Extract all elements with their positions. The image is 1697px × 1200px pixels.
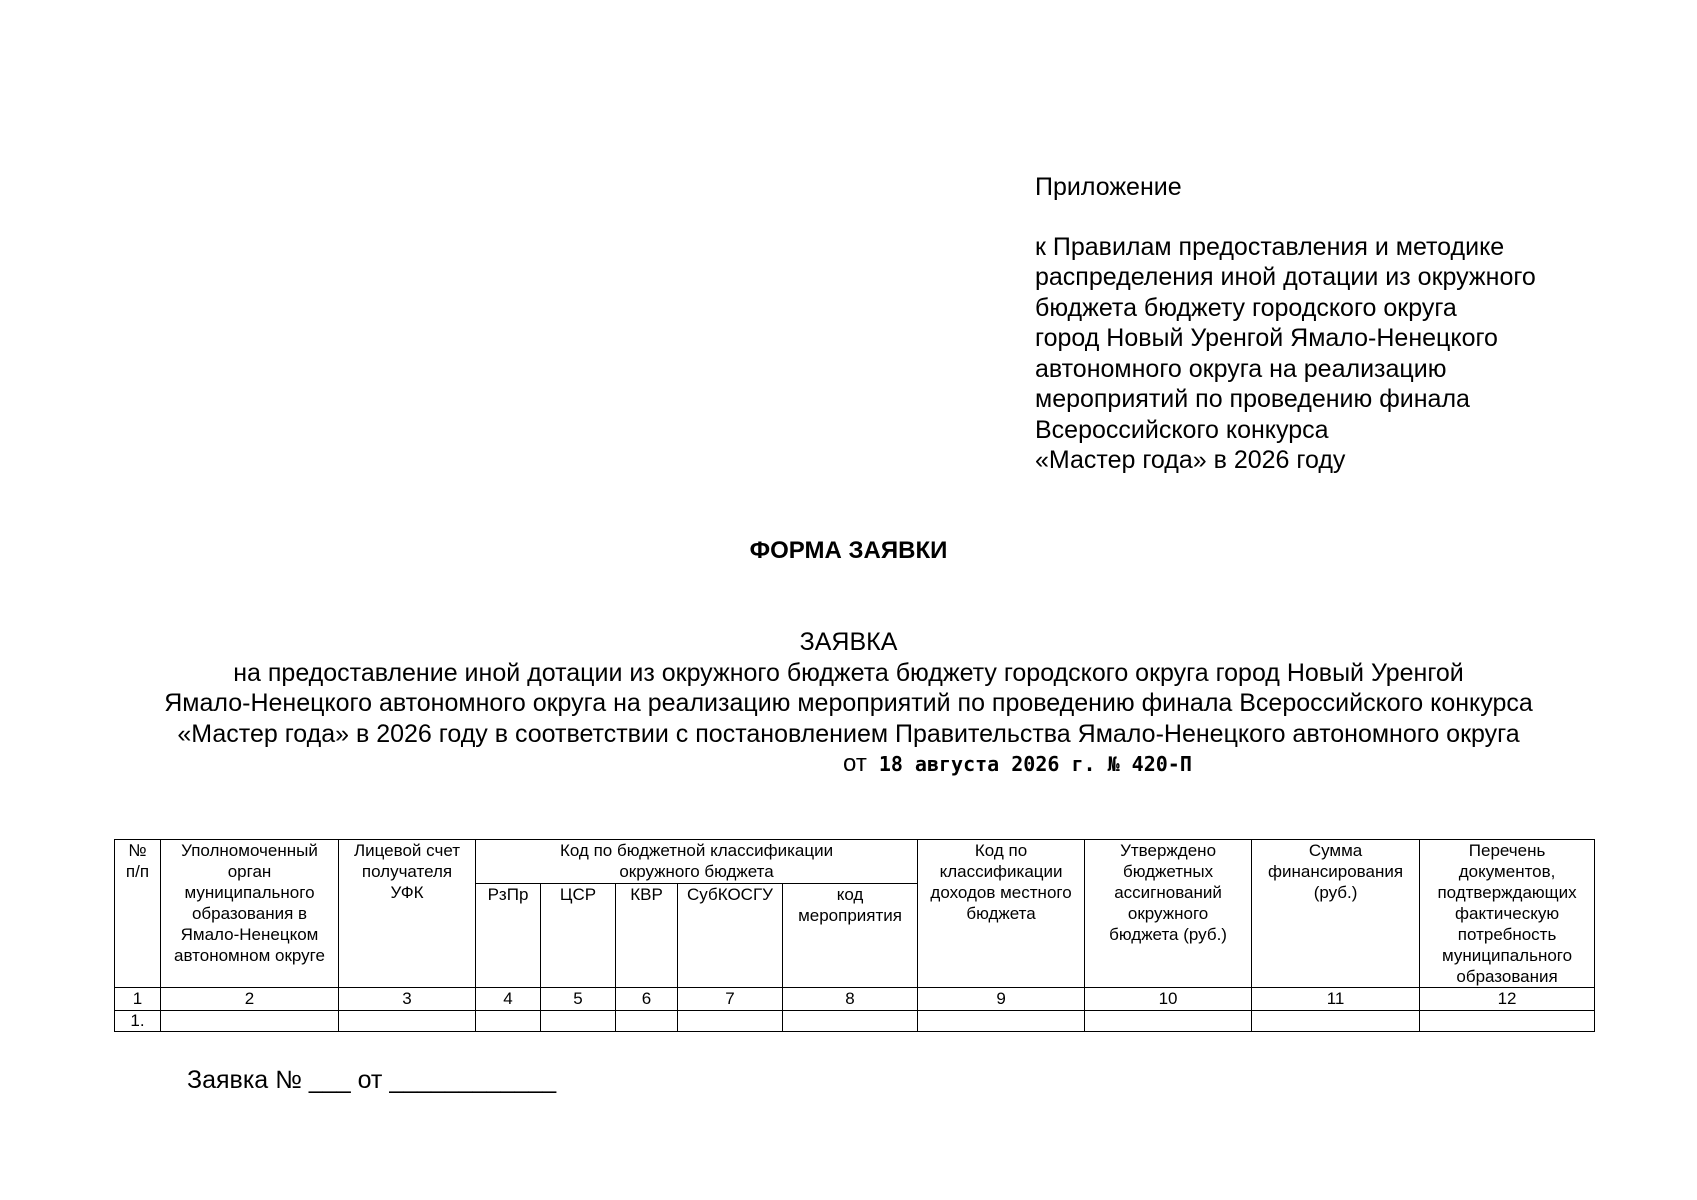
header-text-line: муниципального	[184, 883, 315, 902]
table-cell	[1252, 1011, 1420, 1032]
column-number: 6	[616, 988, 678, 1011]
request-table	[114, 839, 1595, 1032]
header-text-line: мероприятия	[798, 906, 902, 925]
column-number: 4	[476, 988, 541, 1011]
header-approved	[1085, 840, 1252, 988]
header-text-line: доходов местного	[930, 883, 1072, 902]
request-number-line: Заявка № ___ от ____________	[187, 1066, 557, 1094]
table-cell: 1.	[115, 1011, 161, 1032]
column-number-row	[115, 988, 1595, 1011]
table-cell	[678, 1011, 783, 1032]
header-text-line: бюджетных	[1122, 862, 1214, 881]
header-text-line: потребность	[1457, 925, 1557, 944]
header-account	[339, 840, 476, 988]
header-text-line: Лицевой счет	[353, 841, 460, 860]
header-text-line: образования в	[191, 904, 308, 923]
header-authority	[161, 840, 339, 988]
header-text-line: №	[128, 841, 147, 860]
header-text-line: УФК	[390, 883, 424, 902]
appendix-line: бюджета бюджету городского округа	[1035, 293, 1457, 322]
column-number: 2	[161, 988, 339, 1011]
appendix-line: мероприятий по проведению финала	[1035, 385, 1470, 413]
appendix-title: Приложение	[1035, 173, 1182, 201]
decree-prefix: от	[843, 750, 867, 777]
request-block	[0, 627, 1697, 749]
table-cell	[541, 1011, 616, 1032]
header-text-line: муниципального	[1442, 946, 1573, 965]
table-cell	[783, 1011, 918, 1032]
column-number: 10	[1085, 988, 1252, 1011]
header-income-code	[918, 840, 1085, 988]
column-number: 11	[1252, 988, 1420, 1011]
column-number: 7	[678, 988, 783, 1011]
column-number: 1	[115, 988, 161, 1011]
header-amount	[1252, 840, 1420, 988]
header-text-line: подтверждающих	[1437, 883, 1577, 902]
column-number: 9	[918, 988, 1085, 1011]
header-text-line: Уполномоченный	[181, 841, 318, 860]
appendix-line: Всероссийского конкурса	[1035, 415, 1329, 444]
appendix-line: «Мастер года» в 2026 году	[1035, 446, 1346, 474]
header-text-line: получателя	[361, 862, 453, 881]
header-budget-code	[476, 840, 918, 884]
appendix-block	[1035, 172, 1655, 476]
appendix-line: распределения иной дотации из окружного	[1035, 263, 1536, 291]
header-text-line: фактическую	[1455, 904, 1560, 923]
header-text-line: Утверждено	[1120, 841, 1217, 860]
header-text-line: орган	[227, 862, 272, 881]
appendix-line: автономного округа на реализацию	[1035, 354, 1447, 383]
table-cell	[339, 1011, 476, 1032]
form-title: ФОРМА ЗАЯВКИ	[749, 537, 948, 564]
decree-reference	[843, 750, 1192, 778]
request-title: ЗАЯВКА	[799, 628, 898, 656]
header-text-line: бюджета (руб.)	[1109, 925, 1227, 944]
table-cell	[1085, 1011, 1252, 1032]
header-num	[115, 840, 161, 988]
header-text-line: автономном округе	[174, 946, 325, 965]
header-text-line: окружного бюджета	[619, 862, 774, 881]
appendix-line: к Правилам предоставления и методике	[1035, 232, 1505, 261]
header-text-line: Код по	[974, 841, 1028, 860]
header-text-line: образования	[1456, 967, 1558, 986]
subheader-event-code	[783, 884, 918, 988]
table-cell	[1420, 1011, 1595, 1032]
header-text-line: бюджета	[966, 904, 1036, 923]
header-text-line: документов,	[1458, 862, 1556, 881]
header-text-line: Перечень	[1468, 841, 1546, 860]
subheader-rzpr: РзПр	[476, 884, 541, 988]
request-line: «Мастер года» в 2026 году в соответствии с постановлением Правительства Ямало-Ненецкого автономного округа	[177, 719, 1520, 748]
header-text-line: финансирования	[1268, 862, 1404, 881]
subheader-subkosgu: СубКОСГУ	[678, 884, 783, 988]
appendix-line: город Новый Уренгой Ямало-Ненецкого	[1035, 324, 1498, 352]
table-cell	[476, 1011, 541, 1032]
header-text-line: код	[836, 885, 864, 904]
header-text-line: (руб.)	[1313, 883, 1358, 902]
table-cell	[616, 1011, 678, 1032]
subheader-kvr: КВР	[616, 884, 678, 988]
table-cell	[918, 1011, 1085, 1032]
header-text-line: ассигнований	[1114, 883, 1222, 902]
header-text-line: Ямало-Ненецком	[180, 925, 319, 944]
header-text-line: п/п	[125, 862, 150, 881]
column-number: 12	[1420, 988, 1595, 1011]
request-line: на предоставление иной дотации из окружного бюджета бюджету городского округа город Новый Уренгой	[233, 658, 1464, 687]
column-number: 3	[339, 988, 476, 1011]
header-documents	[1420, 840, 1595, 988]
column-number: 8	[783, 988, 918, 1011]
header-text-line: Код по бюджетной классификации	[559, 841, 834, 860]
request-line: Ямало-Ненецкого автономного округа на реализацию мероприятий по проведению финала Всероссийского конкурса	[164, 689, 1533, 717]
subheader-csr: ЦСР	[541, 884, 616, 988]
header-text-line: Сумма	[1308, 841, 1363, 860]
table-row	[115, 1011, 1595, 1032]
column-number: 5	[541, 988, 616, 1011]
table-cell	[161, 1011, 339, 1032]
header-text-line: классификации	[939, 862, 1063, 881]
header-text-line: окружного	[1127, 904, 1209, 923]
decree-date: 18 августа 2026 г. № 420-П	[878, 752, 1192, 776]
